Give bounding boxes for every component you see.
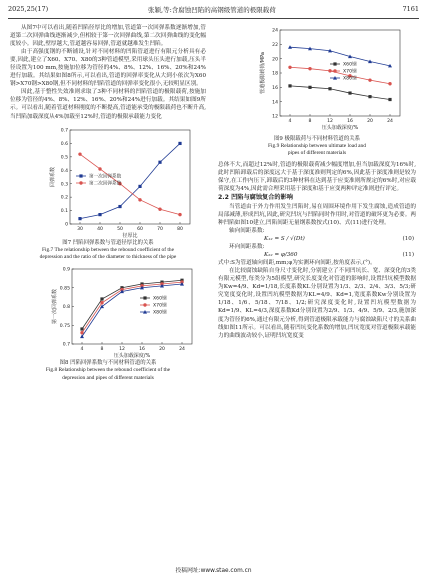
legend-marker — [333, 62, 336, 65]
y-axis-label: 回弹系数 — [50, 166, 56, 187]
x-tick-label: 60 — [137, 226, 143, 232]
x-tick-label: 16 — [139, 347, 145, 353]
legend-marker — [143, 303, 146, 306]
journal-volume: 2025,25(17) — [8, 5, 49, 13]
y-tick-label: 0.75 — [59, 324, 70, 330]
legend-marker — [333, 69, 336, 72]
x-tick-label: 8 — [308, 119, 312, 124]
x-tick-label: 50 — [117, 226, 123, 232]
y-tick-label: 0.4 — [60, 168, 68, 174]
section-heading: 2.2 凹陷与腐蚀复合的影响 — [218, 193, 293, 201]
x-tick-label: 70 — [157, 226, 163, 232]
data-point — [368, 95, 371, 98]
data-point — [288, 84, 291, 87]
equation-number: (10) — [402, 236, 414, 243]
caption-zh: 图7 凹陷回弹系数与管道径厚比的关系 — [62, 239, 154, 246]
data-point — [308, 86, 311, 89]
page-header — [8, 5, 419, 17]
y-tick-label: 0.5 — [60, 155, 68, 161]
footer-url: 投稿网址:www.stae.com.cn — [175, 568, 252, 574]
y-tick-label: 0.8 — [62, 305, 70, 311]
data-point — [348, 91, 351, 94]
equation-10 — [218, 235, 416, 243]
plot-frame — [70, 130, 190, 224]
series-line — [290, 86, 390, 100]
figure-7-caption — [10, 240, 206, 262]
data-point — [178, 141, 181, 144]
caption-en: Fig.9 Relationship between ultimate load and — [268, 143, 366, 150]
y-tick-label: 22 — [272, 42, 278, 48]
data-point — [98, 167, 101, 170]
right-column — [218, 24, 416, 340]
legend-label: 第二次回弹系数 — [89, 181, 122, 187]
data-point — [98, 213, 101, 216]
y-axis-label: 管道极限载荷/MPa — [260, 52, 266, 94]
data-point — [138, 184, 141, 187]
caption-en: depression and the ratio of the diameter to thickness of the pipe — [39, 253, 177, 260]
data-point — [80, 331, 83, 334]
caption-en: pipes of different materials — [287, 150, 347, 157]
legend-label: X80钢 — [153, 310, 167, 316]
x-tick-label: 12 — [327, 119, 333, 124]
data-point — [368, 78, 371, 81]
y-tick-label: 0.7 — [60, 128, 68, 134]
data-point — [100, 298, 103, 301]
paragraph: 从图7中可以看出,随着凹陷径厚比的增加,管道第一次回弹系数逐渐增加,管道第二次回弹曲线逐渐减少,但相较于第一次回弹曲线,第二次回弹曲线的变化幅度较小。因此,壁厚越大,管道越容易回弹,管道就越难发生凹陷。 — [10, 25, 206, 48]
series-line — [290, 47, 390, 66]
data-point — [158, 160, 161, 163]
figure-8-caption — [10, 360, 206, 382]
legend-label: 第一次回弹系数 — [89, 174, 122, 180]
paragraph: 当管道由于外力作用发生凹陷时,易在周围环境作用下发生腐蚀,造成管道的局部减薄,形成凹坑,因此,研究凹坑与凹陷同时作用时,对管道的破坏更为必要。两种凹陷如图10建立,凹陷间距无量纲系数按式(10)、式(11)进行处理。 — [218, 203, 416, 226]
x-tick-label: 8 — [100, 347, 104, 353]
plot-frame — [72, 269, 192, 344]
x-axis-label: 径厚比 — [122, 232, 138, 239]
series-line — [290, 67, 390, 83]
x-tick-label: 12 — [119, 347, 125, 353]
y-tick-label: 0 — [65, 222, 68, 228]
y-axis-label: 第一次回弹系数 — [52, 289, 58, 325]
left-column — [10, 24, 206, 382]
formula-label: 环向间距系数: — [229, 244, 265, 251]
x-axis-label: 压头加载深度/% — [113, 353, 151, 360]
formula-label: 轴向间距系数: — [229, 227, 265, 234]
equation-body: K₂₂ = φ/360 — [264, 252, 298, 259]
data-point — [78, 217, 81, 220]
x-tick-label: 20 — [367, 119, 373, 124]
caption-zh: 图8 凹陷回弹系数与不同材料管道的关系 — [59, 360, 157, 367]
data-point — [388, 98, 391, 101]
paragraph: 因此,基于整性失效准则求取了3种不同材料的凹陷管道的极限载荷,按施加位移为管径的4%、8%、12%、16%、20%和24%进行加载。其结果如图9所示。可以看出,随着管道材料刚度的不断提高,管道能承受的极限载荷也不断升高,当凹陷加载深度从4%加载至12%时,管道的极限承载能力变化 — [10, 89, 206, 120]
y-tick-label: 16 — [272, 85, 278, 91]
y-tick-label: 0.3 — [60, 181, 68, 187]
data-point — [80, 328, 83, 331]
x-tick-label: 16 — [347, 119, 353, 124]
x-tick-label: 4 — [288, 119, 292, 124]
x-tick-label: 24 — [179, 347, 185, 353]
y-tick-label: 0.2 — [60, 195, 68, 201]
paragraph: 式中:S为管道轴向间距,mm;φ为实测环向间距,按角度表示,(°)。 — [218, 260, 376, 267]
y-tick-label: 0.7 — [62, 342, 70, 348]
legend-marker — [79, 174, 82, 177]
equation-number: (11) — [402, 252, 414, 259]
caption-en: Fig.7 The relationship between the rebound coefficient of the — [42, 246, 174, 253]
legend-label: X80钢 — [343, 76, 357, 82]
figure-9-caption — [218, 136, 416, 158]
legend-label: X70钢 — [343, 69, 357, 75]
y-tick-label: 0.6 — [60, 141, 68, 147]
data-point — [100, 301, 103, 304]
figure-9-chart — [218, 24, 416, 136]
figure-7-chart — [10, 124, 206, 240]
y-tick-label: 18 — [272, 71, 278, 77]
y-tick-label: 0.1 — [60, 208, 68, 214]
caption-en: depression and pipes of different materials — [62, 374, 154, 381]
data-point — [158, 207, 161, 210]
figure-8-chart — [10, 264, 206, 360]
caption-en: Fig.8 Relationship between the rebound coefficient of the — [45, 367, 171, 374]
paragraph: 在比较腐蚀缺陷自身尺寸变化时,分别建立了不同凹坑长、宽、深变化的3类有限元模型,每类分为5组模型,研究长度变化对管道的影响时,设置凹坑模型数据为Kw=4/9、Kd=1/18,长度系数KL分别设置为1/3、2/3、2/4、3/3、5/3;研究宽度变化时,设置凹坑模型数据为KL=4/9、Kd=1,宽度系数Kw分别设置为1/18、1/6、5/18、7/18、1/2;研究深度变化时,设置凹坑模型数据为Kd=1/9、KL=4/3,深度系数Kd分别设置为2/9、1/3、4/9、5/9、2/3,施加深度为管径的6%,通过有限元分析,得到管道极限承载能力与腐蚀缺陷尺寸的关系曲线如图11所示。可以看出,随着凹坑变化系数的增加,凹坑宽度对管道极限承载能力的曲线波动较小,证明凹坑宽度变 — [218, 268, 416, 339]
data-point — [288, 66, 291, 69]
y-tick-label: 0.85 — [59, 286, 70, 292]
y-tick-label: 14 — [272, 100, 278, 106]
y-tick-label: 20 — [272, 57, 278, 63]
data-point — [328, 87, 331, 90]
equation-body: K₁₂ = S / √(Dt) — [264, 236, 305, 243]
running-title: 张颖,等:含腐蚀凹陷的高钢级管道的极限载荷 — [148, 6, 276, 14]
x-axis-label: 压头加载深度/% — [321, 125, 359, 131]
paragraph: 由于高强度钢的不断铺设,针对不同材料的凹陷管道进行有限元分析具有必要,因此,建立了X60、X70、X80的3种管道模型,采用球头压头进行加载,压头半径设置为100 mm,按施加位移为管径的4%、8%、12%、16%、20%和24%进行加载。其结果如图8所示,可以看出,管道的回弹率变化从大到小依次为X60钢>X70钢>X80钢,但不同材料的凹陷管道的回弹率变化很小,无较明显区别。 — [10, 49, 206, 88]
x-tick-label: 30 — [77, 226, 83, 232]
legend-label: X70钢 — [153, 303, 167, 309]
legend-label: X60钢 — [153, 296, 167, 302]
x-tick-label: 24 — [387, 119, 393, 124]
data-point — [118, 205, 121, 208]
legend-marker — [143, 297, 146, 300]
y-tick-label: 24 — [272, 28, 278, 34]
x-tick-label: 20 — [159, 347, 165, 353]
page-number: 7161 — [402, 5, 419, 13]
legend-marker — [79, 181, 82, 184]
paragraph: 总体不大,而超过12%时,管道的极限载荷减少幅度增加,但当加载深度为16%时,此时凹陷卸载后的深度远大于基于深度准则判定的6%,因此基于深度准则是较为保守,在工作内压下,卸载后的3种材料在达到基于应变准则所规定的6%时,对应载荷深度为4%,因此需合理采用基于深度和基于应变两种评定准则进行评定。 — [218, 161, 416, 192]
y-tick-label: 0.9 — [62, 267, 70, 273]
data-point — [308, 67, 311, 70]
x-tick-label: 40 — [97, 226, 103, 232]
x-tick-label: 80 — [177, 226, 183, 232]
caption-zh: 图9 极限载荷与不同材料管道的关系 — [273, 136, 360, 142]
x-tick-label: 4 — [80, 347, 84, 353]
data-point — [388, 82, 391, 85]
legend-label: X60钢 — [343, 62, 357, 68]
data-point — [138, 198, 141, 201]
y-tick-label: 12 — [272, 114, 278, 120]
header-rule — [8, 18, 419, 19]
equation-11 — [218, 251, 416, 259]
data-point — [78, 152, 81, 155]
data-point — [178, 212, 181, 215]
